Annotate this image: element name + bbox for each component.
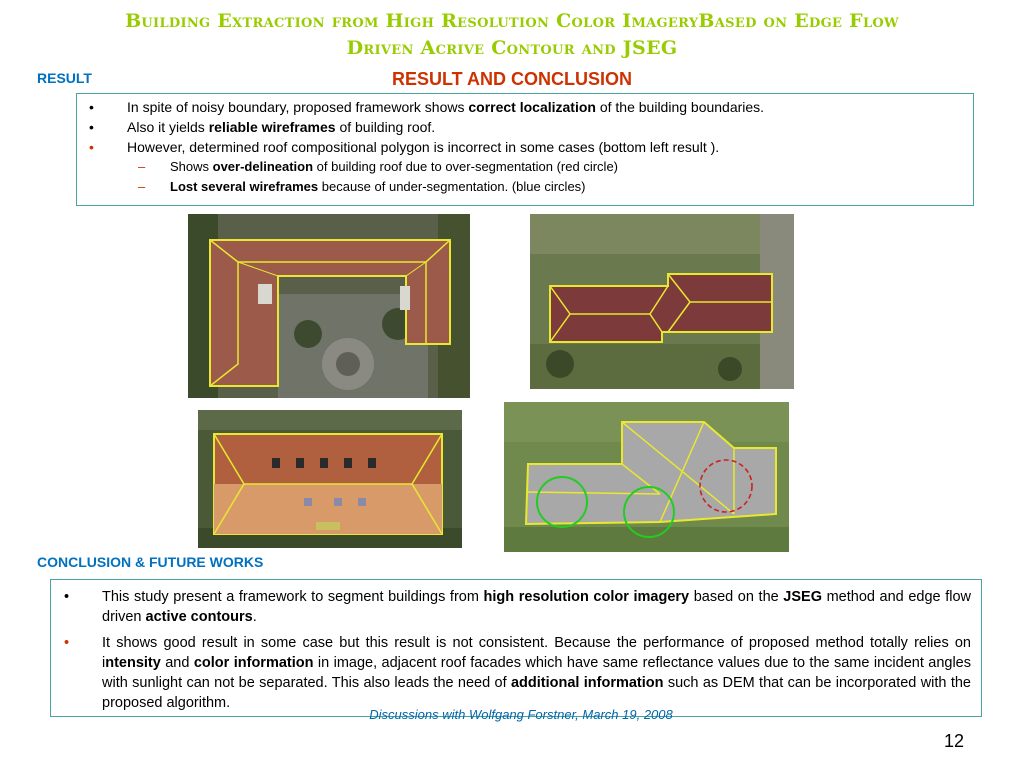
result-label: RESULT: [37, 70, 92, 86]
bullet-text: in image, adjacent roof facades which have same reflectance values due to the same incident angles with sunlight can not be separated. This also leads the need of: [102, 655, 971, 691]
bullet-bold: color information: [193, 655, 314, 671]
aerial-photo-complex-building: [504, 402, 789, 552]
bullet-text: of building roof due to over-segmentation (red circle): [313, 159, 618, 174]
bullet-text: of building roof.: [335, 119, 436, 135]
bullet-text: It shows good result in some case but this result is not consistent. Because the performance of proposed method totally relies on i: [102, 635, 971, 671]
dash-icon: –: [138, 159, 146, 174]
aerial-photo-single-building: [198, 410, 462, 548]
conclusion-label: CONCLUSION & FUTURE WORKS: [37, 554, 264, 570]
bullet-icon: •: [64, 635, 70, 651]
bullet-bold: correct localization: [468, 99, 596, 115]
bullet-bold: over-delineation: [212, 159, 314, 174]
result-bullet-3: [85, 137, 965, 157]
conclusion-bullet-1: [61, 587, 971, 627]
conclusion-bullet-2: [61, 633, 971, 713]
bullet-bold: high resolution color imagery: [483, 589, 690, 605]
dash-icon: –: [138, 179, 146, 194]
result-box: [76, 93, 974, 206]
bullet-text: However, determined roof compositional polygon is incorrect in some cases (bottom left result ).: [127, 139, 720, 155]
result-subbullet-1: [85, 157, 965, 177]
aerial-photo-double-building: [530, 214, 794, 389]
slide-title-line2: Driven Acrive Contour and JSEG: [346, 37, 678, 59]
bullet-text: .: [252, 609, 257, 625]
footer-note: Discussions with Wolfgang Forstner, March 19, 2008: [369, 707, 673, 722]
bullet-bold: reliable wireframes: [208, 119, 336, 135]
bullet-bold: active contours: [145, 609, 253, 625]
conclusion-box: [50, 579, 982, 717]
result-bullet-1: [85, 97, 965, 117]
bullet-bold: JSEG: [783, 589, 822, 605]
bullet-text: of the building boundaries.: [595, 99, 765, 115]
bullet-text: because of under-segmentation. (blue circles): [318, 179, 586, 194]
bullet-text: based on the: [689, 589, 784, 605]
aerial-photo-l-building: [188, 214, 470, 398]
bullet-text: Shows: [170, 159, 213, 174]
page-number: 12: [943, 731, 964, 751]
bullet-icon: •: [89, 119, 94, 135]
bullet-bold: ntensity: [105, 655, 161, 671]
slide-title-line1: Building Extraction from High Resolution Color ImageryBased on Edge Flow: [125, 10, 899, 32]
bullet-text: method and edge flow driven: [102, 589, 971, 625]
slide-title: [20, 8, 1004, 62]
result-bullet-2: [85, 117, 965, 137]
bullet-text: and: [160, 655, 194, 671]
bullet-icon: •: [89, 99, 94, 115]
bullet-bold: additional information: [510, 675, 664, 691]
bullet-icon: •: [89, 139, 94, 155]
bullet-bold: Lost several wireframes: [170, 179, 319, 194]
bullet-icon: •: [64, 589, 70, 605]
bullet-text: such as DEM that can be incorporated with the proposed algorithm.: [102, 675, 971, 711]
result-subbullet-2: [85, 177, 965, 197]
result-heading: RESULT AND CONCLUSION: [392, 69, 632, 89]
bullet-text: Also it yields: [127, 119, 209, 135]
bullet-text: In spite of noisy boundary, proposed framework shows: [127, 99, 469, 115]
bullet-text: This study present a framework to segment buildings from: [102, 589, 484, 605]
